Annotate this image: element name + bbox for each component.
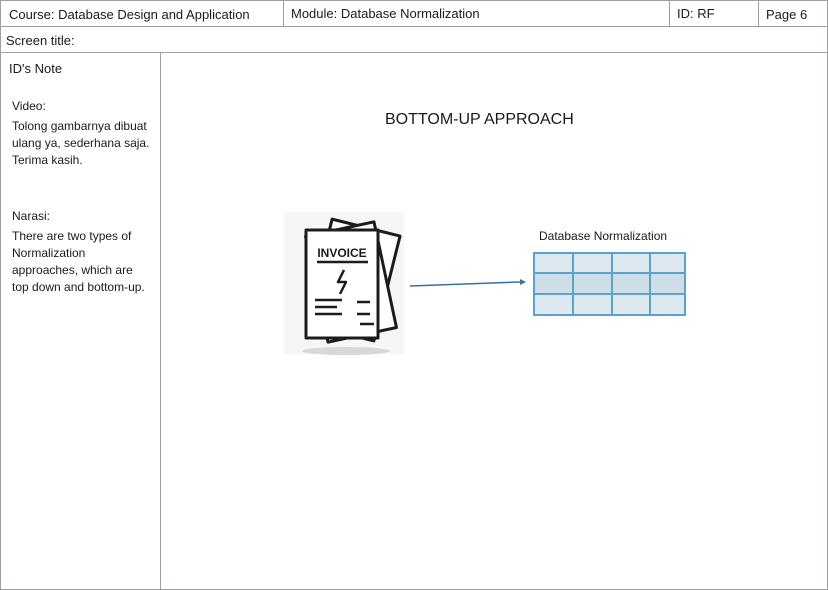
screen-title-cell	[0, 26, 828, 53]
slide-area	[160, 52, 828, 590]
page-label: Page 6	[766, 7, 808, 22]
table-grid-icon	[533, 252, 686, 316]
table-caption: Database Normalization	[539, 229, 668, 243]
narasi-text: There are two types of Normalization approaches, which are top down and bottom-up.	[12, 229, 145, 294]
id-label: ID: RF	[677, 6, 715, 21]
video-label: Video:	[12, 99, 46, 113]
notes-panel	[0, 52, 161, 590]
module-label: Module: Database Normalization	[291, 6, 480, 21]
id-cell	[669, 0, 759, 27]
invoice-illustration	[282, 210, 410, 360]
notes-heading: ID's Note	[9, 61, 63, 76]
course-cell	[0, 0, 284, 27]
page-cell	[758, 0, 828, 27]
course-label: Course: Database Design and Application	[9, 7, 250, 22]
module-cell	[283, 0, 670, 27]
arrow-icon	[408, 275, 528, 293]
database-table	[533, 252, 686, 321]
video-text: Tolong gambarnya dibuat ulang ya, sederhana saja. Terima kasih.	[12, 119, 150, 167]
screen-title-label: Screen title:	[6, 33, 75, 48]
invoice-label: INVOICE	[317, 246, 367, 260]
narasi-label: Narasi:	[12, 209, 51, 223]
slide-title: BOTTOM-UP APPROACH	[385, 111, 574, 128]
invoice-icon	[282, 210, 410, 360]
